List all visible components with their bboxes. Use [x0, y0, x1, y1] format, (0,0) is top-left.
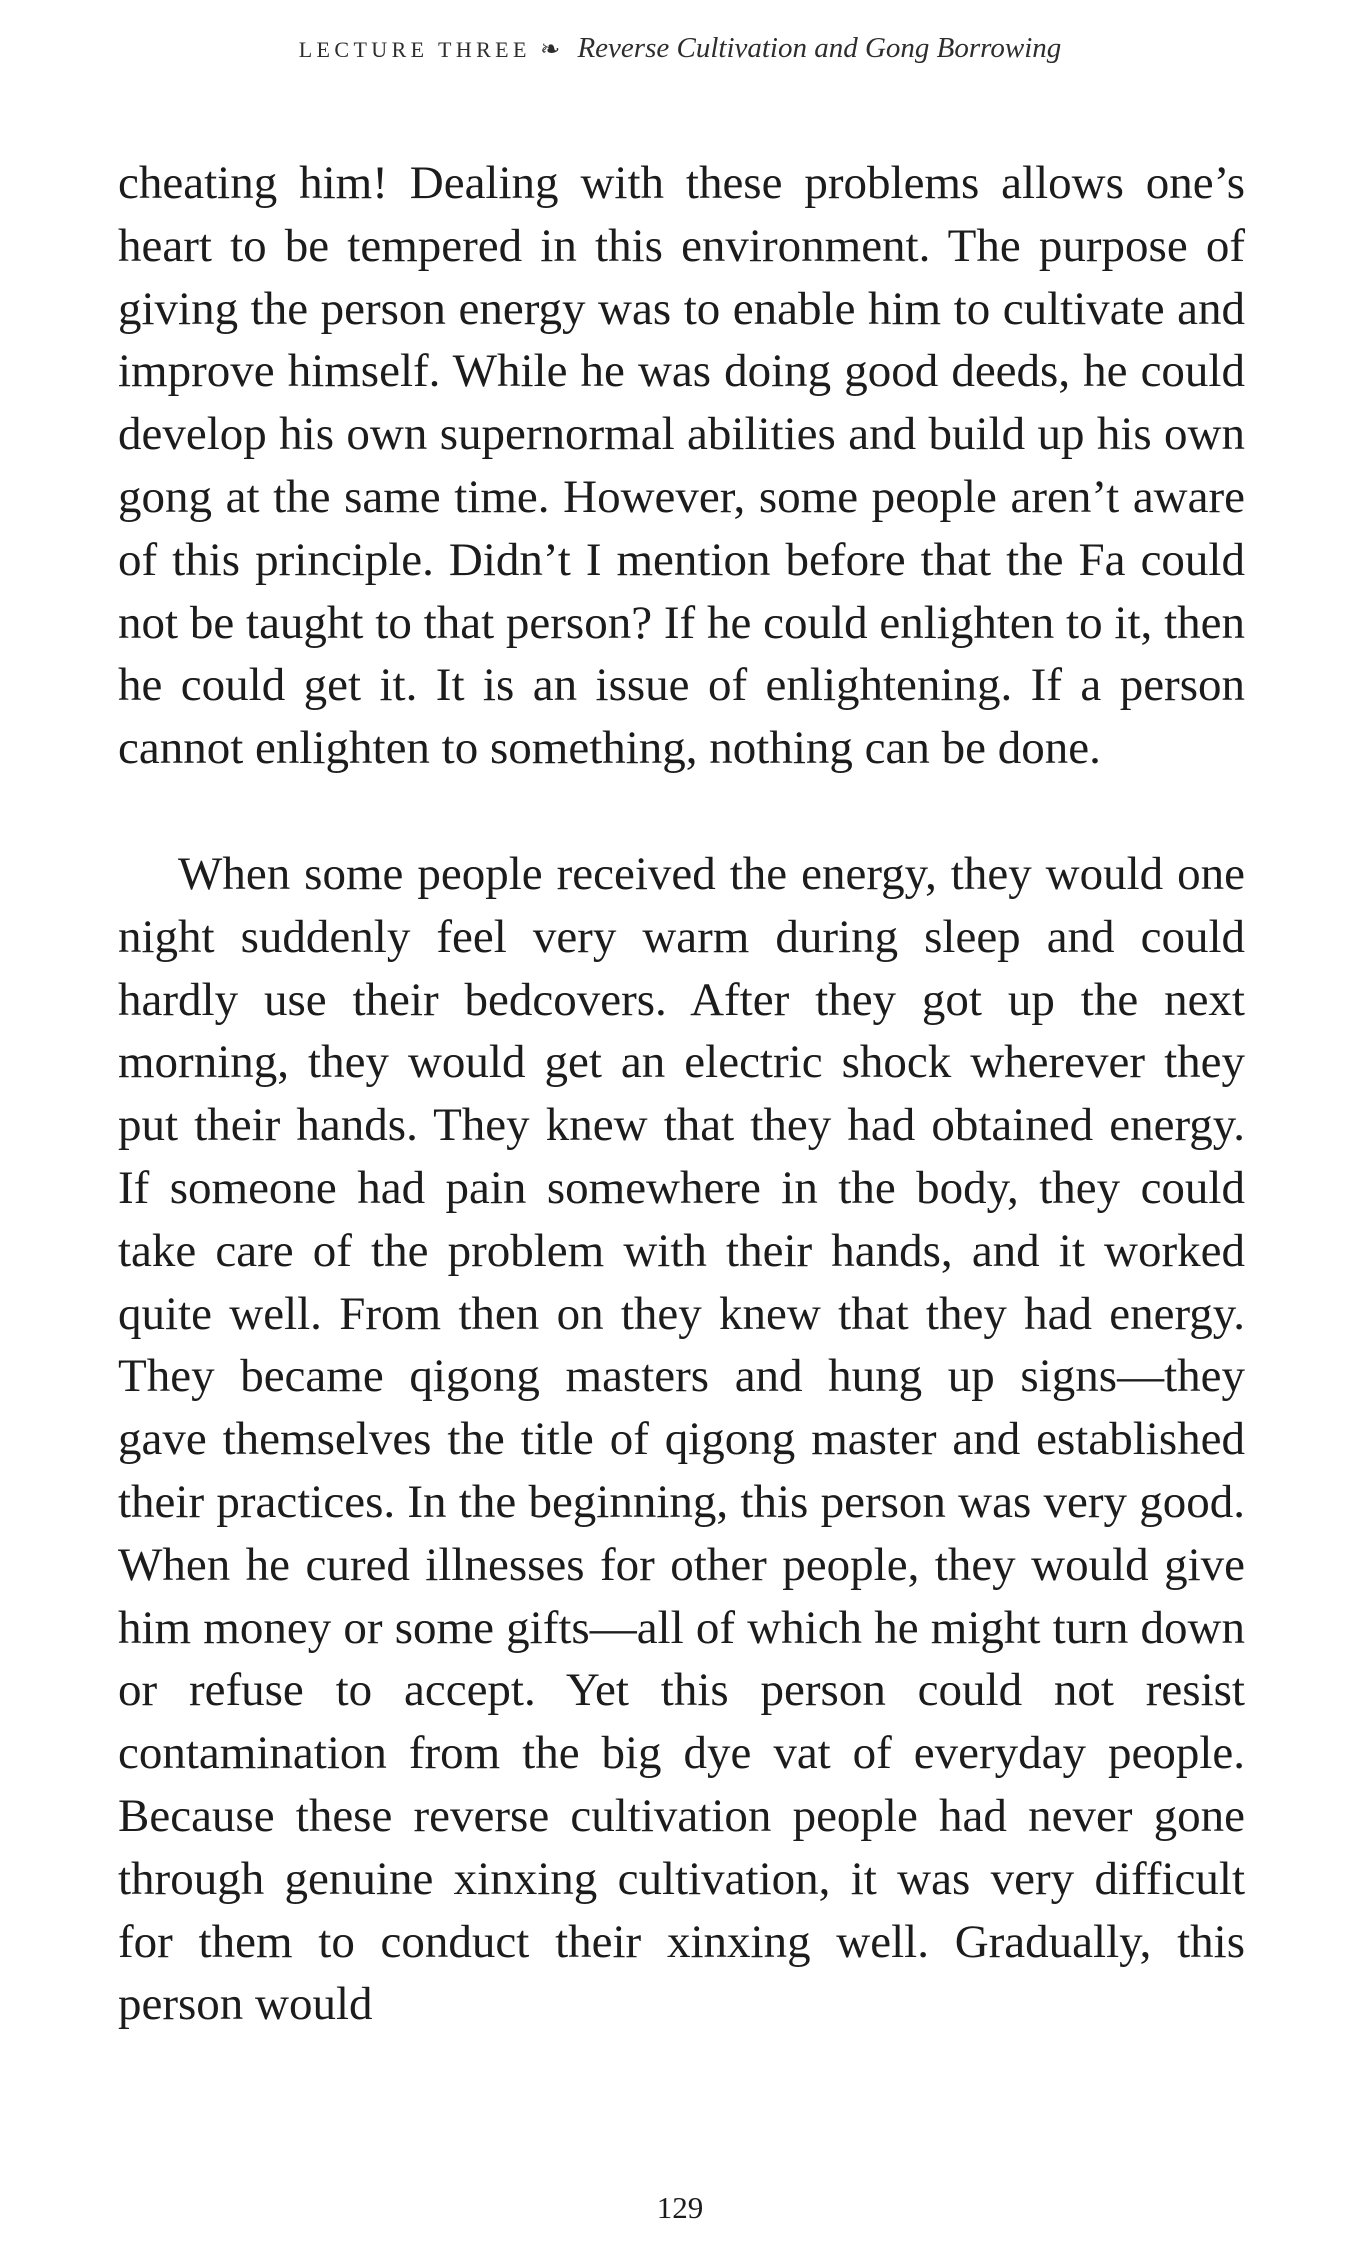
section-title: Reverse Cultivation and Gong Borrowing	[577, 32, 1062, 64]
paragraph: When some people received the energy, they would one night suddenly feel very warm during sleep and could hardly use their bedcovers. After they got up the next morning, they would get an electric shock wherever they put their hands. They knew that they had obtained energy. If someone had pain somewhere in the body, they could take care of the problem with their hands, and it worked quite well. From then on they knew that they had energy. They became qigong masters and hung up signs—they gave themselves the title of qigong master and established their practices. In the beginning, this person was very good. When he cured illnesses for other people, they would give him money or some gifts—all of which he might turn down or refuse to accept. Yet this person could not resist contamination from the big dye vat of everyday people. Because these reverse cultivation people had never gone through genuine xinxing cultivation, it was very difficult for them to conduct their xinxing well. Gradually, this person would	[118, 847, 1245, 2031]
chapter-label: LECTURE THREE	[298, 37, 531, 62]
page-number: 129	[656, 2190, 704, 2225]
body-text	[118, 152, 1245, 2036]
paragraph-continued: cheating him! Dealing with these problems allows one’s heart to be tempered in this environment. The purpose of giving the person energy was to enable him to cultivate and improve himself. While he was doing good deeds, he could develop his own supernormal abilities and build up his own gong at the same time. However, some people aren’t aware of this principle. Didn’t I mention before that the Fa could not be taught to that person? If he could enlighten to it, then he could get it. It is an issue of enlightening. If a person cannot enlighten to something, nothing can be done.	[118, 157, 1245, 775]
fleuron-icon: ❧	[540, 37, 561, 63]
running-header	[0, 28, 1360, 70]
